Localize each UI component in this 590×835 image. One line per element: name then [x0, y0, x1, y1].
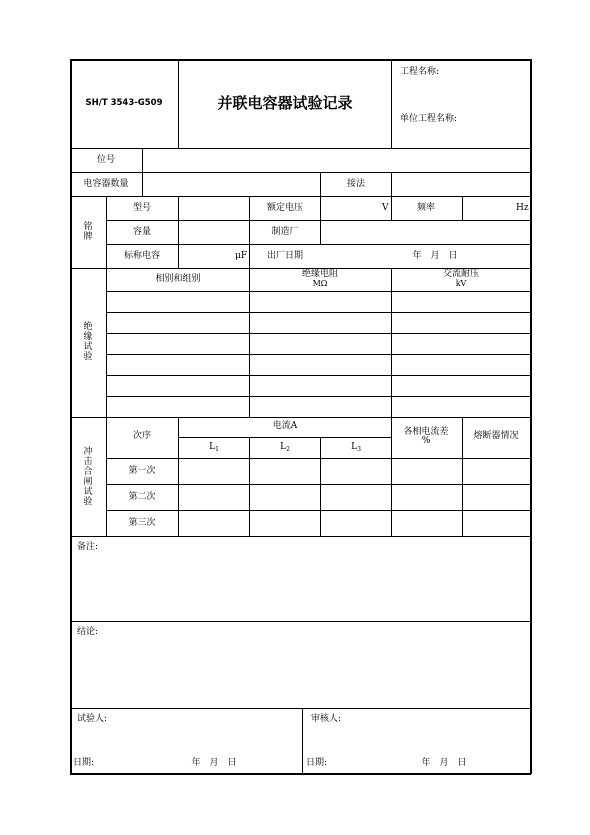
frequency-label: 频率: [416, 203, 436, 213]
project-name-label: 工程名称:: [400, 67, 440, 77]
order-header: 次序: [132, 431, 152, 441]
table-rule: [462, 417, 463, 536]
table-rule: [106, 291, 531, 292]
manufacturer-label: 制造厂: [271, 227, 299, 237]
tester-label: 试验人:: [77, 714, 108, 724]
row-third-label: 第三次: [128, 518, 156, 528]
table-rule: [178, 437, 391, 438]
model-label: 型号: [132, 203, 152, 213]
phase-current-diff-header: 各相电流差: [403, 427, 449, 437]
current-header: 电流A: [272, 421, 298, 431]
table-rule: [302, 708, 303, 774]
nominal-capacitance-label: 标称电容: [123, 251, 161, 261]
table-border: [70, 773, 531, 775]
table-rule: [391, 417, 392, 536]
table-rule: [142, 148, 143, 196]
factory-date-format: 年 月 日: [412, 251, 458, 261]
insulation-section-label: 绝缘试验: [83, 322, 93, 362]
row-second-label: 第二次: [128, 492, 156, 502]
table-rule: [106, 244, 531, 245]
row-first-label: 第一次: [128, 466, 156, 476]
table-rule: [106, 220, 531, 221]
voltage-unit: V: [382, 203, 389, 213]
ac-withstand-header: 交流耐压: [442, 269, 480, 279]
insulation-resistance-header: 绝缘电阻: [301, 269, 339, 279]
table-rule: [391, 172, 392, 196]
position-label: 位号: [96, 155, 116, 165]
table-rule: [320, 196, 321, 244]
impulse-section-label: 冲击合闸试验: [83, 447, 93, 507]
remarks-label: 备注:: [77, 542, 99, 552]
fuse-status-header: 熔断器情况: [473, 431, 519, 441]
table-rule: [320, 437, 321, 536]
table-rule: [106, 196, 107, 536]
table-rule: [178, 417, 179, 536]
ac-withstand-unit: kV: [455, 279, 467, 288]
table-rule: [391, 59, 392, 148]
table-rule: [106, 333, 531, 334]
rated-voltage-label: 额定电压: [266, 203, 304, 213]
form-title: 并联电容器试验记录: [217, 94, 353, 112]
table-rule: [70, 621, 531, 622]
table-rule: [106, 484, 531, 485]
phase-current-diff-unit: %: [421, 436, 431, 446]
table-rule: [106, 375, 531, 376]
table-rule: [106, 312, 531, 313]
table-rule: [106, 458, 531, 459]
phase-l3-header: $L_3$: [351, 442, 361, 453]
nameplate-section-label: 铭牌: [83, 222, 93, 242]
reviewer-label: 审核人:: [311, 714, 342, 724]
table-rule: [106, 510, 531, 511]
table-border: [70, 59, 531, 61]
reviewer-date-format: 年 月 日: [421, 758, 467, 768]
frequency-unit: Hz: [516, 203, 529, 213]
reviewer-date-label: 日期:: [306, 758, 328, 768]
tester-date-format: 年 月 日: [191, 758, 237, 768]
conclusion-label: 结论:: [77, 627, 99, 637]
tester-date-label: 日期:: [73, 758, 95, 768]
table-rule: [106, 396, 531, 397]
table-rule: [391, 196, 392, 220]
table-rule: [462, 196, 463, 220]
table-rule: [178, 59, 179, 148]
table-rule: [249, 268, 250, 417]
table-rule: [391, 268, 392, 417]
insulation-resistance-unit: MΩ: [312, 279, 328, 288]
factory-date-label: 出厂日期: [266, 251, 304, 261]
phase-group-header: 相别和组别: [155, 274, 201, 284]
unit-project-label: 单位工程名称:: [400, 114, 458, 124]
table-rule: [106, 354, 531, 355]
table-rule: [320, 172, 321, 196]
capacitor-quantity-label: 电容器数量: [83, 179, 129, 189]
connection-label: 接法: [346, 179, 366, 189]
phase-l2-header: $L_2$: [280, 442, 290, 453]
table-rule: [70, 536, 531, 537]
table-rule: [70, 172, 531, 173]
phase-l1-header: $L_1$: [209, 442, 219, 453]
form-code: SH/T 3543-G509: [85, 98, 163, 108]
table-rule: [249, 437, 250, 536]
capacitance-unit: μF: [235, 251, 248, 261]
table-rule: [249, 196, 250, 268]
table-rule: [178, 196, 179, 268]
capacity-label: 容量: [132, 227, 152, 237]
table-rule: [70, 148, 531, 149]
table-rule: [70, 708, 531, 709]
